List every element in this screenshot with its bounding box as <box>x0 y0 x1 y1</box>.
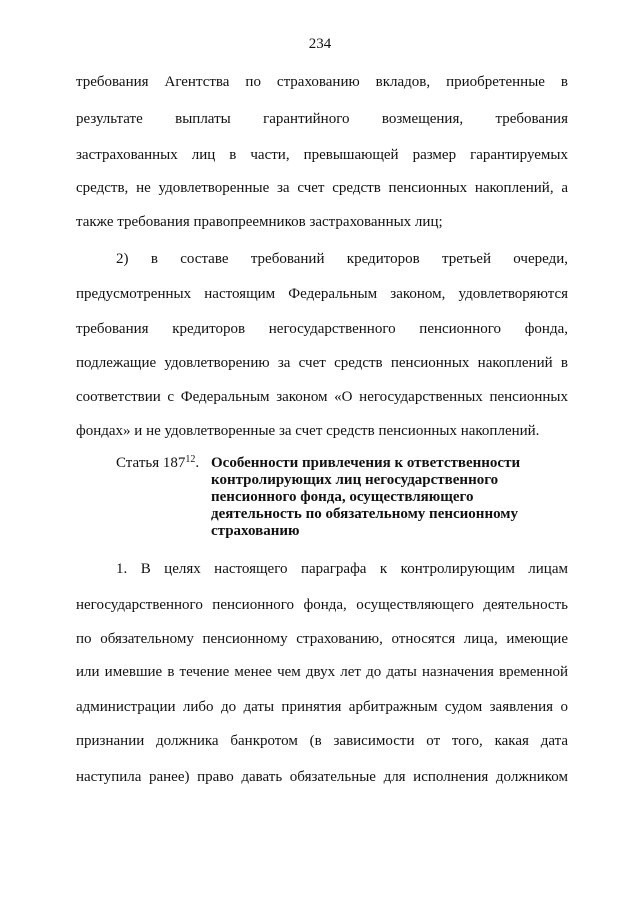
article-number: Статья $187^{12}$. <box>116 454 200 471</box>
paragraph-line: по обязательному пенсионному страхованию, относятся лица, имеющие <box>76 631 568 647</box>
paragraph-line: фондах» и не удовлетворенные за счет средств пенсионных накоплений. <box>76 423 540 439</box>
page-number: 234 <box>308 36 332 52</box>
paragraph-line: также требования правопреемников застрахованных лиц; <box>76 214 443 230</box>
paragraph-line: признании должника банкротом (в зависимости от того, какая дата <box>76 733 568 749</box>
paragraph-line: 1. В целях настоящего параграфа к контролирующим лицам <box>116 561 568 577</box>
paragraph-line: требования кредиторов негосударственного пенсионного фонда, <box>76 321 568 337</box>
paragraph-line: 2) в составе требований кредиторов третьей очереди, <box>116 251 568 267</box>
paragraph-line: негосударственного пенсионного фонда, осуществляющего деятельность <box>76 597 568 613</box>
paragraph-line: средств, не удовлетворенные за счет средств пенсионных накоплений, а <box>76 180 568 196</box>
paragraph-line: требования Агентства по страхованию вкладов, приобретенные в <box>76 74 568 90</box>
paragraph-line: застрахованных лиц в части, превышающей размер гарантируемых <box>76 147 568 163</box>
article-title: Особенности привлечения к ответственности контролирующих лиц негосударственного пенсионного фонда, осуществляющего деятельность по обязательному пенсионному страхованию <box>211 455 521 539</box>
paragraph-line: подлежащие удовлетворению за счет средств пенсионных накоплений в <box>76 355 568 371</box>
paragraph-line: результате выплаты гарантийного возмещения, требования <box>76 111 568 127</box>
paragraph-line: предусмотренных настоящим Федеральным законом, удовлетворяются <box>76 286 568 302</box>
paragraph-line: соответствии с Федеральным законом «О негосударственных пенсионных <box>76 389 568 405</box>
paragraph-line: или имевшие в течение менее чем двух лет до даты назначения временной <box>76 664 568 680</box>
paragraph-line: администрации либо до даты принятия арбитражным судом заявления о <box>76 699 568 715</box>
paragraph-line: наступила ранее) право давать обязательные для исполнения должником <box>76 769 568 785</box>
